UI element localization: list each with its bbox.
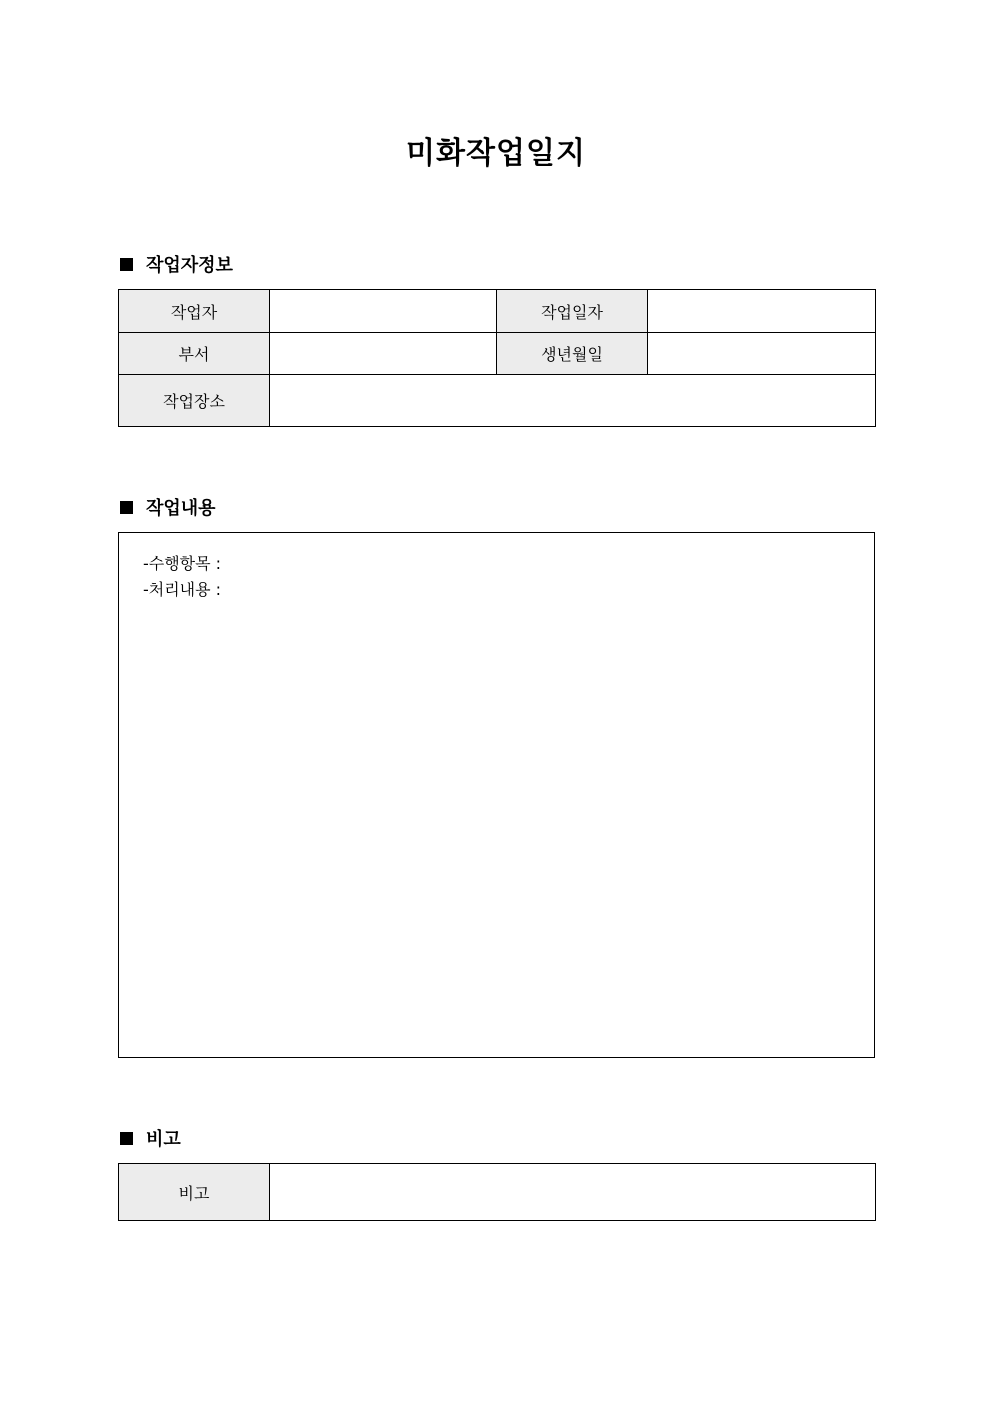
- square-bullet-icon: [120, 258, 133, 271]
- processing-details-line: -처리내용 :: [143, 580, 222, 599]
- worker-field[interactable]: [270, 290, 497, 333]
- section-heading-label: 비고: [146, 1129, 181, 1150]
- document-title: 미화작업일지: [406, 136, 586, 171]
- birth-date-field[interactable]: [648, 333, 876, 375]
- remarks-table: [118, 1163, 876, 1221]
- table-row: [119, 1164, 876, 1221]
- table-row: [119, 290, 876, 333]
- square-bullet-icon: [120, 501, 133, 514]
- section-heading-label: 작업자정보: [146, 255, 233, 276]
- department-field[interactable]: [270, 333, 497, 375]
- work-date-field[interactable]: [648, 290, 876, 333]
- section-heading-work-content: [119, 494, 216, 520]
- section-heading-label: 작업내용: [146, 498, 216, 519]
- department-label: 부서: [119, 333, 270, 375]
- work-content-box[interactable]: [118, 532, 875, 1058]
- work-date-label: 작업일자: [497, 290, 648, 333]
- task-items-line: -수행항목 :: [143, 554, 222, 573]
- birth-date-label: 생년월일: [497, 333, 648, 375]
- table-row: [119, 375, 876, 427]
- remarks-label: 비고: [119, 1164, 270, 1221]
- work-place-field[interactable]: [270, 375, 876, 427]
- work-place-label: 작업장소: [119, 375, 270, 427]
- section-heading-worker-info: [119, 251, 233, 277]
- section-heading-remarks: [119, 1125, 181, 1151]
- table-row: [119, 333, 876, 375]
- worker-label: 작업자: [119, 290, 270, 333]
- worker-info-table: [118, 289, 876, 427]
- remarks-field[interactable]: [270, 1164, 876, 1221]
- square-bullet-icon: [120, 1132, 133, 1145]
